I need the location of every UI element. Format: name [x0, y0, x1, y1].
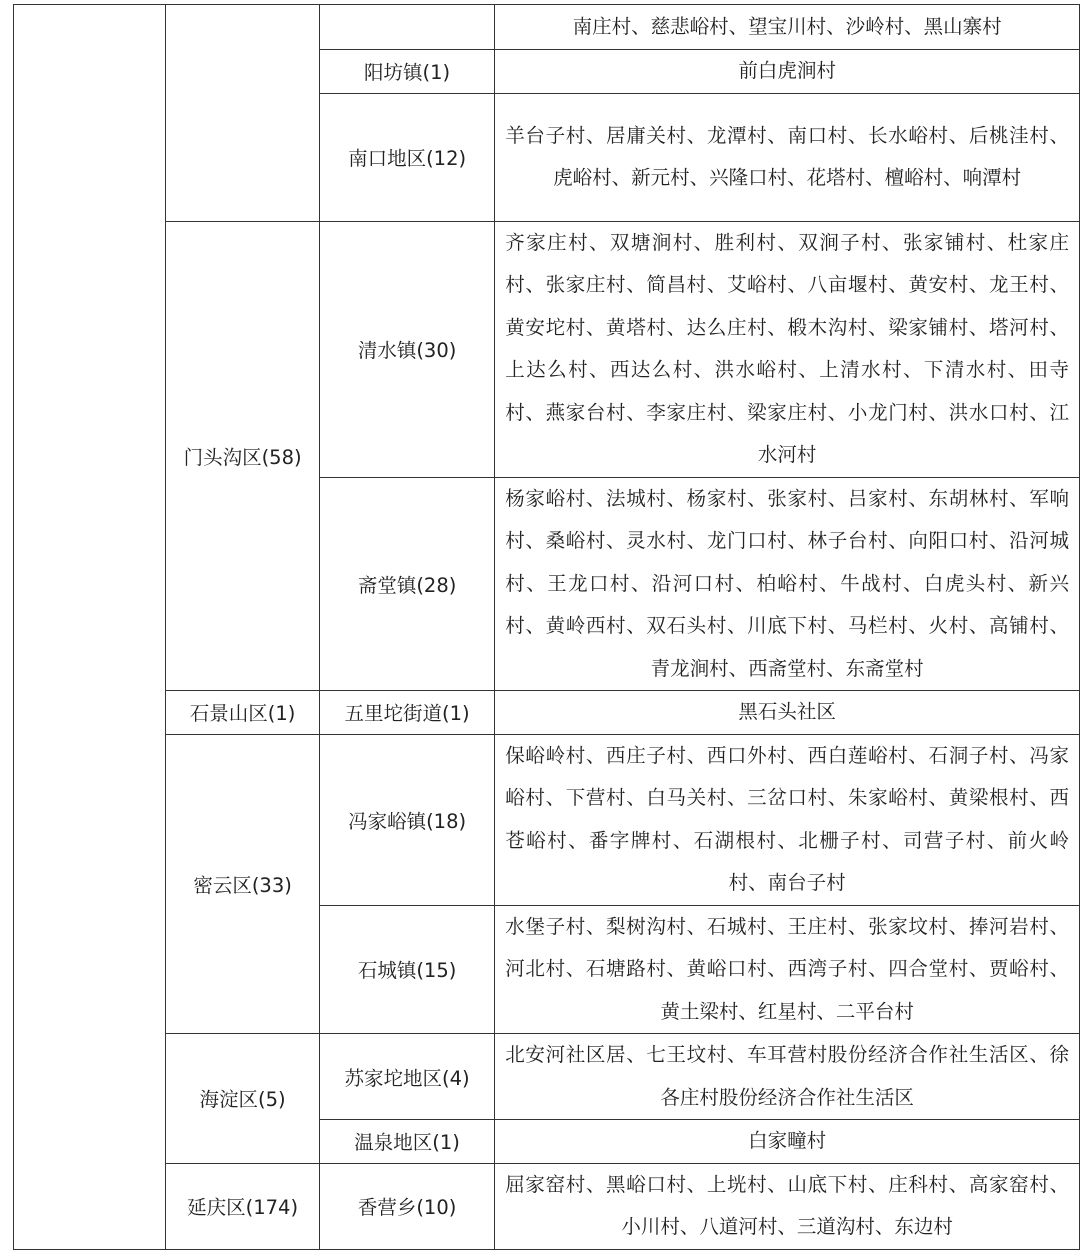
- district-cell: 延庆区(174): [166, 1163, 320, 1249]
- town-cell: 温泉地区(1): [319, 1120, 494, 1164]
- villages-cell: 白家疃村: [495, 1120, 1080, 1164]
- town-cell: 清水镇(30): [319, 221, 494, 477]
- town-cell: 斋堂镇(28): [319, 477, 494, 691]
- villages-cell: 黑石头社区: [495, 691, 1080, 735]
- district-cell: 密云区(33): [166, 734, 320, 1034]
- villages-cell: 齐家庄村、双塘涧村、胜利村、双涧子村、张家铺村、杜家庄村、张家庄村、简昌村、艾峪村、八亩堰村、黄安村、龙王村、黄安坨村、黄塔村、达么庄村、椴木沟村、梁家铺村、塔河村、上达么村、西达么村、洪水峪村、上清水村、下清水村、田寺村、燕家台村、李家庄村、梁家庄村、小龙门村、洪水口村、江水河村: [495, 221, 1080, 477]
- villages-cell: 羊台子村、居庸关村、龙潭村、南口村、长水峪村、后桃洼村、虎峪村、新元村、兴隆口村、花塔村、檀峪村、响潭村: [495, 93, 1080, 221]
- district-cell: [166, 5, 320, 222]
- town-cell: 苏家坨地区(4): [319, 1034, 494, 1120]
- district-cell: 海淀区(5): [166, 1034, 320, 1164]
- town-cell: 石城镇(15): [319, 905, 494, 1034]
- table-row: [14, 5, 1080, 50]
- town-cell: 阳坊镇(1): [319, 50, 494, 94]
- table-row: [14, 1163, 1080, 1249]
- villages-cell: 杨家峪村、法城村、杨家村、张家村、吕家村、东胡林村、军响村、桑峪村、灵水村、龙门口村、林子台村、向阳口村、沿河城村、王龙口村、沿河口村、柏峪村、牛战村、白虎头村、新兴村、黄岭西村、双石头村、川底下村、马栏村、火村、高铺村、青龙涧村、西斋堂村、东斋堂村: [495, 477, 1080, 691]
- villages-cell: 屈家窑村、黑峪口村、上垙村、山底下村、庄科村、高家窑村、小川村、八道河村、三道沟村、东边村: [495, 1163, 1080, 1249]
- villages-cell: 保峪岭村、西庄子村、西口外村、西白莲峪村、石洞子村、冯家峪村、下营村、白马关村、三岔口村、朱家峪村、黄梁根村、西苍峪村、番字牌村、石湖根村、北栅子村、司营子村、前火岭村、南台子村: [495, 734, 1080, 905]
- town-cell: 五里坨街道(1): [319, 691, 494, 735]
- villages-cell: 北安河社区居、七王坟村、车耳营村股份经济合作社生活区、徐各庄村股份经济合作社生活区: [495, 1034, 1080, 1120]
- villages-cell: 南庄村、慈悲峪村、望宝川村、沙岭村、黑山寨村: [495, 5, 1080, 50]
- town-cell: [319, 5, 494, 50]
- table-row: [14, 221, 1080, 477]
- district-cell: 门头沟区(58): [166, 221, 320, 691]
- table-row: [14, 691, 1080, 735]
- table-row: [14, 1034, 1080, 1120]
- blank-column: [14, 5, 166, 1250]
- town-cell: 香营乡(10): [319, 1163, 494, 1249]
- district-cell: 石景山区(1): [166, 691, 320, 735]
- village-table: [13, 4, 1080, 1250]
- villages-cell: 水堡子村、梨树沟村、石城村、王庄村、张家坟村、捧河岩村、河北村、石塘路村、黄峪口村、西湾子村、四合堂村、贾峪村、黄土梁村、红星村、二平台村: [495, 905, 1080, 1034]
- villages-cell: 前白虎涧村: [495, 50, 1080, 94]
- town-cell: 南口地区(12): [319, 93, 494, 221]
- table-row: [14, 734, 1080, 905]
- town-cell: 冯家峪镇(18): [319, 734, 494, 905]
